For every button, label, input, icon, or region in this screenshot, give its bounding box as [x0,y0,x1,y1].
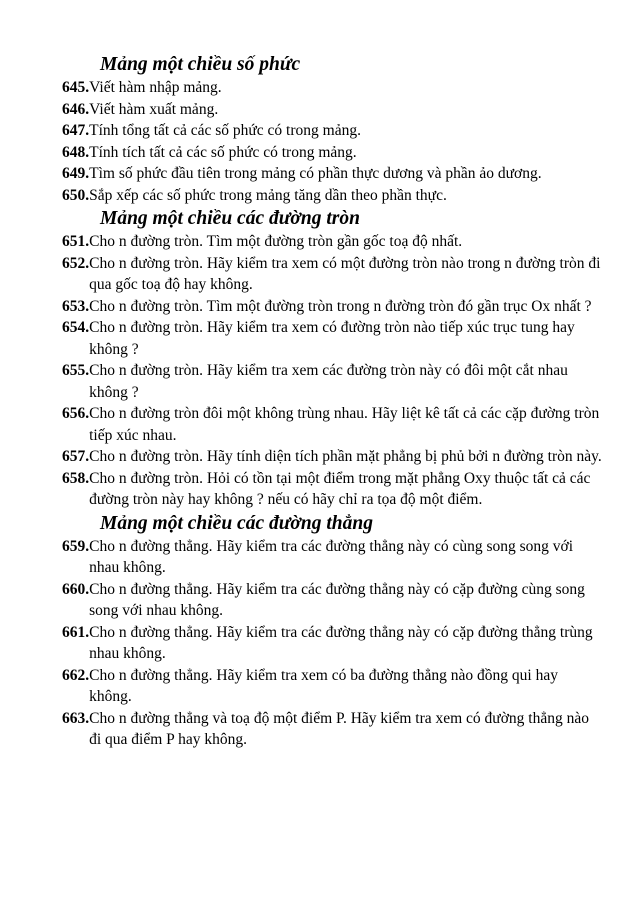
exercise-text: Cho n đường thẳng. Hãy kiểm tra các đường thẳng này có cùng song song với nhau không. [89,537,574,576]
exercise-item [62,622,602,665]
exercise-number: 658. [62,469,90,487]
exercise-item [62,163,602,185]
exercise-text: Cho n đường thẳng. Hãy kiểm tra các đường thẳng này có cặp đường cùng song song với nhau không. [89,580,585,619]
exercise-item [62,120,602,142]
exercise-text: Cho n đường thẳng. Hãy kiểm tra các đường thẳng này có cặp đường thẳng trùng nhau không. [89,623,593,662]
exercise-number: 650. [62,186,90,204]
exercise-item [62,708,602,751]
exercise-number: 648. [62,143,90,161]
exercise-item [62,77,602,99]
exercise-item [62,536,602,579]
exercise-item [62,231,602,253]
exercise-item [62,99,602,121]
exercise-text: Cho n đường tròn. Tìm một đường tròn trong n đường tròn đó gần trục Ox nhất ? [89,297,592,315]
exercise-item [62,296,602,318]
exercise-text: Cho n đường tròn. Hãy kiểm tra xem có đường tròn nào tiếp xúc trục tung hay không ? [89,319,575,358]
exercise-text: Sắp xếp các số phức trong mảng tăng dần theo phần thực. [89,186,447,204]
exercise-text: Cho n đường tròn. Hãy kiểm tra xem có một đường tròn nào trong n đường tròn đi qua gốc toạ độ hay không. [89,254,601,293]
exercise-text: Cho n đường tròn. Hãy tính diện tích phần mặt phẳng bị phủ bởi n đường tròn này. [89,448,602,465]
exercise-text: Viết hàm nhập mảng. [89,79,222,96]
exercise-number: 649. [62,165,90,182]
section-heading-complex-array: Mảng một chiều số phức [100,54,301,75]
exercise-text: Cho n đường tròn. Hỏi có tồn tại một điểm trong mặt phẳng Oxy thuộc tất cả các đường tròn này hay không ? nếu có hãy chỉ ra tọa độ một điểm. [89,469,591,508]
exercise-item [62,403,602,446]
exercise-number: 657. [62,448,90,465]
exercise-item [62,665,602,708]
exercise-number: 662. [62,666,90,684]
exercise-item [62,468,602,511]
exercise-number: 661. [62,623,90,641]
exercise-number: 654. [62,319,90,336]
exercise-item [62,185,602,207]
exercise-number: 660. [62,580,90,598]
exercise-number: 646. [62,100,90,118]
exercise-number: 656. [62,405,90,422]
exercise-number: 663. [62,709,90,727]
exercise-item [62,142,602,164]
exercise-list [62,52,602,751]
exercise-text: Cho n đường tròn. Tìm một đường tròn gần gốc toạ độ nhất. [89,233,463,250]
section-heading-circle-array: Mảng một chiều các đường tròn [100,208,360,229]
exercise-number: 653. [62,297,90,315]
exercise-number: 645. [62,79,90,96]
exercise-text: Cho n đường thẳng và toạ độ một điểm P. Hãy kiểm tra xem có đường thẳng nào đi qua điểm P hay không. [89,709,589,748]
exercise-number: 652. [62,254,90,272]
exercise-text: Cho n đường tròn đôi một không trùng nhau. Hãy liệt kê tất cả các cặp đường tròn tiếp xúc nhau. [89,405,600,444]
exercise-item [62,579,602,622]
exercise-text: Viết hàm xuất mảng. [89,100,219,118]
exercise-item [62,317,602,360]
exercise-text: Cho n đường tròn. Hãy kiểm tra xem các đường tròn này có đôi một cắt nhau không ? [89,362,568,401]
exercise-item [62,253,602,296]
exercise-number: 651. [62,233,90,250]
exercise-number: 655. [62,362,90,379]
exercise-number: 647. [62,122,90,139]
exercise-item [62,446,602,468]
exercise-text: Tính tổng tất cả các số phức có trong mảng. [89,122,361,139]
exercise-text: Cho n đường thẳng. Hãy kiểm tra xem có ba đường thẳng nào đồng qui hay không. [89,666,558,705]
exercise-text: Tìm số phức đầu tiên trong mảng có phần thực dương và phần ảo dương. [89,165,542,182]
exercise-item [62,360,602,403]
exercise-number: 659. [62,537,90,555]
section-heading-line-array: Mảng một chiều các đường thẳng [100,512,373,534]
exercise-text: Tính tích tất cả các số phức có trong mảng. [89,143,357,161]
